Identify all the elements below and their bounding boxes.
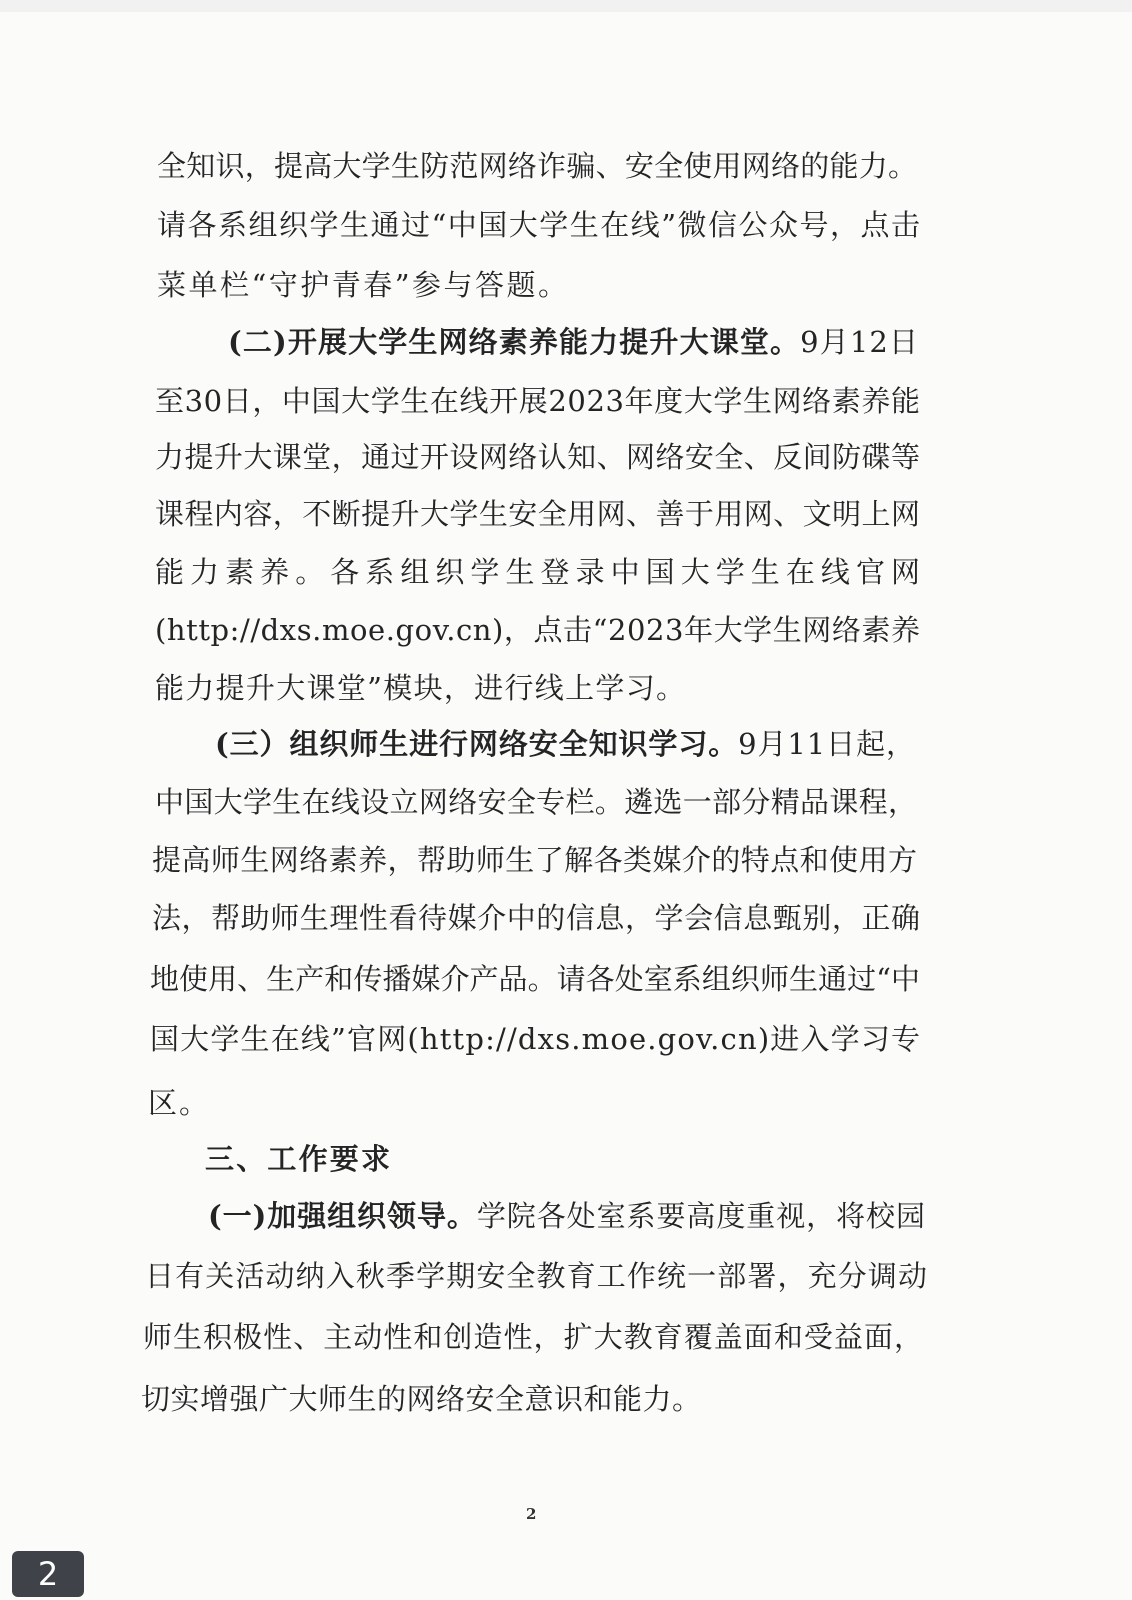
text-line [150, 959, 920, 999]
bold-text-segment: (三）组织师生进行网络安全知识学习。 [215, 727, 739, 761]
text-segment: (http://dxs.moe.gov.cn)，点击“2023年大学生网络素养 [155, 613, 921, 647]
text-segment: 请各系组织学生通过“中国大学生在线”微信公众号，点击 [157, 208, 922, 242]
text-line [155, 494, 920, 534]
text-segment: 能力素养。各系组织学生登录中国大学生在线官网 [155, 555, 927, 589]
text-segment: 切实增强广大师生的网络安全意识和能力。 [141, 1382, 702, 1416]
text-line [143, 1317, 924, 1357]
text-line [215, 724, 916, 764]
text-line [205, 1139, 392, 1179]
text-line [157, 146, 917, 186]
text-segment: 法，帮助师生理性看待媒介中的信息，学会信息甄别，正确 [152, 901, 921, 935]
text-line [148, 1083, 210, 1123]
text-line [157, 205, 922, 245]
text-line [145, 1256, 928, 1296]
text-segment: 能力提升大课堂”模块，进行线上学习。 [155, 671, 687, 705]
top-edge-strip [0, 0, 1132, 12]
text-line [228, 322, 919, 362]
text-line [155, 782, 917, 822]
page-number: 2 [526, 1505, 537, 1523]
text-segment: 中国大学生在线设立网络安全专栏。遴选一部分精品课程， [155, 785, 918, 819]
text-segment: 力提升大课堂，通过开设网络认知、网络安全、反间防碟等 [155, 440, 921, 474]
text-segment: 全知识，提高大学生防范网络诈骗、安全使用网络的能力。 [157, 149, 918, 183]
page-indicator-badge[interactable]: 2 [12, 1551, 84, 1597]
text-segment: 国大学生在线”官网(http://dxs.moe.gov.cn)进入学习专 [150, 1022, 922, 1056]
text-line [208, 1196, 926, 1236]
bold-text-segment: 三、工作要求 [205, 1142, 393, 1176]
text-segment: 地使用、生产和传播媒介产品。请各处室系组织师生通过“中 [150, 962, 921, 996]
text-segment: 日有关活动纳入秋季学期安全教育工作统一部署，充分调动 [145, 1259, 929, 1293]
text-line [152, 840, 917, 880]
text-segment: 9月12日 [800, 325, 920, 359]
text-segment: 9月11日起， [738, 727, 916, 761]
text-line [150, 1019, 921, 1059]
text-line [155, 381, 921, 421]
text-line [155, 552, 926, 592]
text-line [152, 898, 921, 938]
bold-text-segment: (一)加强组织领导。 [208, 1199, 477, 1233]
text-segment: 师生积极性、主动性和创造性，扩大教育覆盖面和受益面， [143, 1320, 925, 1354]
text-line [155, 437, 920, 477]
text-line [157, 265, 569, 305]
text-segment: 区。 [148, 1086, 210, 1120]
text-line [155, 610, 921, 650]
text-line [155, 668, 686, 708]
text-segment: 至30日，中国大学生在线开展2023年度大学生网络素养能 [155, 384, 921, 418]
text-segment: 课程内容，不断提升大学生安全用网、善于用网、文明上网 [155, 497, 921, 531]
bold-text-segment: (二)开展大学生网络素养能力提升大课堂。 [228, 325, 801, 359]
text-segment: 学院各处室系要高度重视，将校园 [476, 1199, 926, 1233]
text-segment: 提高师生网络素养，帮助师生了解各类媒介的特点和使用方 [152, 843, 918, 877]
text-segment: 菜单栏“守护青春”参与答题。 [157, 268, 570, 302]
text-line [141, 1379, 701, 1419]
